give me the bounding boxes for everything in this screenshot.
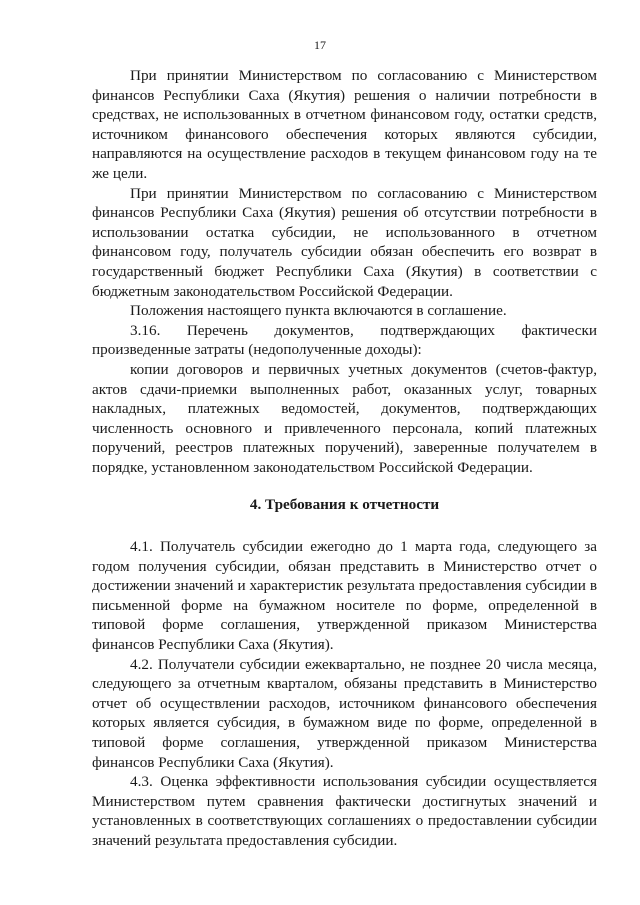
paragraph-document-copies: копии договоров и первичных учетных документов (счетов-фактур, актов сдачи-приемки выполненных работ, оказанных услуг, товарных накладных, платежных ведомостей, документов, подтверждающих численность основного и привлеченного персонала, копий платежных поручений, реестров платежных поручений), заверенные получателем в порядке, установленном законодательством Российской Федерации. (92, 360, 597, 476)
section-heading-reporting: 4. Требования к отчетности (249, 496, 440, 514)
document-body (92, 66, 597, 851)
paragraph-remaining-funds-return: При принятии Министерством по согласованию с Министерством финансов Республики Саха (Якутия) решения об отсутствии потребности в использовании остатка субсидии, не использованного в отчетном финансовом году, получатель субсидии обязан обеспечить его возврат в государственный бюджет Республики Саха (Якутия) в соответствии с бюджетным законодательством Российской Федерации. (92, 184, 597, 300)
paragraph-4-1-annual-report: 4.1. Получатель субсидии ежегодно до 1 марта года, следующего за годом получения субсидии, обязан представить в Министерство отчет о достижении значений и характеристик результата предоставления субсидии в письменной форме на бумажном носителе по форме, определенной в типовой форме соглашения, утвержденной приказом Министерства финансов Республики Саха (Якутия). (92, 538, 597, 654)
paragraph-3-16-document-list: 3.16. Перечень документов, подтверждающих фактически произведенные затраты (недополученные доходы): (92, 321, 597, 359)
page-number: 17 (314, 38, 326, 52)
paragraph-agreement-provisions: Положения настоящего пункта включаются в соглашение. (130, 302, 507, 320)
paragraph-4-2-quarterly-report: 4.2. Получатели субсидии ежеквартально, не позднее 20 числа месяца, следующего за отчетным кварталом, обязаны представить в Министерство отчет об осуществлении расходов, источником финансового обеспечения которых является субсидия, в бумажном виде по форме, определенной в типовой форме соглашения, утвержденной приказом Министерства финансов Республики Саха (Якутия). (92, 655, 597, 771)
paragraph-4-3-efficiency-evaluation: 4.3. Оценка эффективности использования субсидии осуществляется Министерством путем сравнения фактически достигнутых значений и установленных в соответствующих соглашениях о предоставлении субсидии значений результата предоставления субсидии. (92, 773, 597, 849)
paragraph-remaining-funds-needed: При принятии Министерством по согласованию с Министерством финансов Республики Саха (Якутия) решения о наличии потребности в средствах, не использованных в отчетном финансовом году, остатки средств, источником финансового обеспечения которых являются субсидии, направляются на осуществление расходов в текущем финансовом году на те же цели. (92, 67, 597, 182)
